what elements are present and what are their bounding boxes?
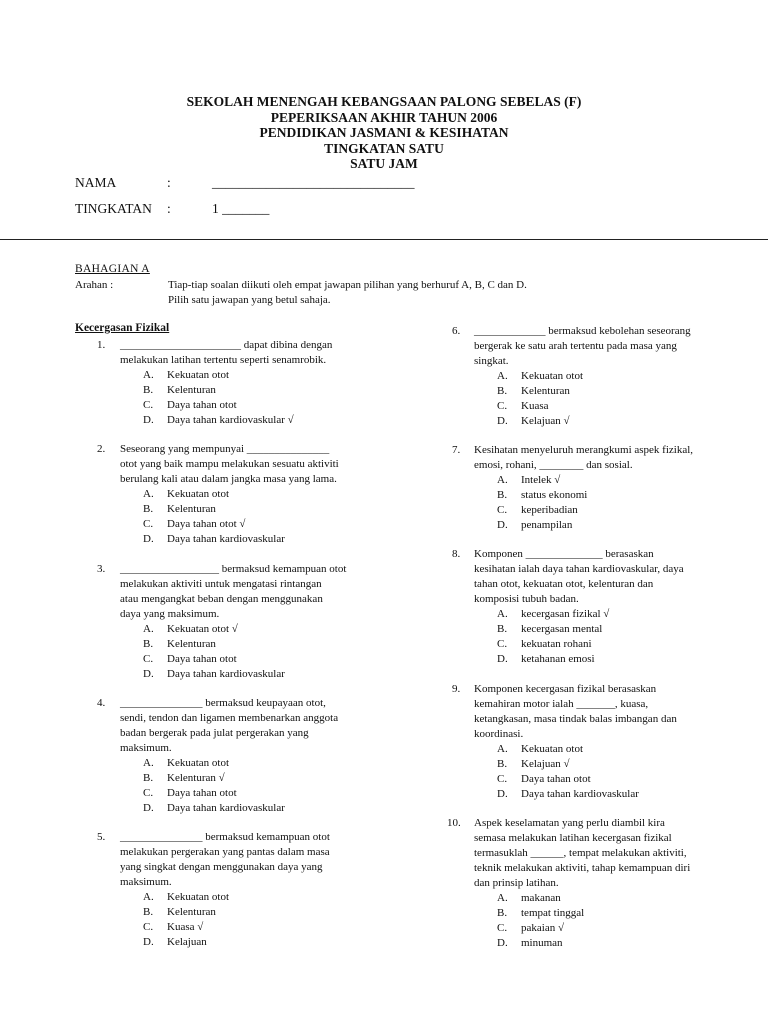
option-text: Kekuatan otot bbox=[167, 757, 230, 769]
question-text-line: komposisi tubuh badan. bbox=[474, 593, 579, 605]
option-list bbox=[497, 891, 584, 951]
option-letter: B. bbox=[143, 503, 154, 515]
duration-title: SATU JAM bbox=[350, 156, 418, 171]
option-c[interactable] bbox=[143, 920, 229, 935]
question-text-line: Seseorang yang mempunyai _______________ bbox=[120, 443, 330, 455]
question-text-line: atau mengangkat beban dengan menggunakan bbox=[120, 593, 323, 605]
option-a[interactable] bbox=[497, 891, 584, 906]
question-text-line: daya yang maksimum. bbox=[120, 608, 220, 620]
option-letter: A. bbox=[497, 370, 508, 382]
question-number: 8. bbox=[452, 548, 461, 560]
question-text-line: semasa melakukan latihan kecergasan fizikal bbox=[474, 832, 672, 844]
question-number: 5. bbox=[97, 831, 106, 843]
option-letter: C. bbox=[497, 504, 508, 516]
question-text-line: maksimum. bbox=[120, 876, 172, 888]
option-b[interactable] bbox=[497, 488, 587, 503]
option-letter: A. bbox=[143, 488, 154, 500]
question-text-line: otot yang baik mampu melakukan sesuatu aktiviti bbox=[120, 458, 339, 470]
option-a[interactable] bbox=[143, 622, 285, 637]
question-number: 2. bbox=[97, 443, 106, 455]
option-text: Kelajuan √ bbox=[521, 758, 570, 770]
question-text-line: emosi, rohani, ________ dan sosial. bbox=[474, 459, 633, 471]
option-letter: B. bbox=[143, 638, 154, 650]
option-text: keperibadian bbox=[521, 504, 578, 516]
option-letter: B. bbox=[497, 385, 508, 397]
option-list bbox=[497, 607, 609, 667]
option-letter: C. bbox=[497, 773, 508, 785]
option-letter: A. bbox=[143, 369, 154, 381]
option-text: Intelek √ bbox=[521, 474, 561, 486]
question-text-line: teknik melakukan aktiviti, tahap kemampuan diri bbox=[474, 862, 691, 874]
option-text: Kekuatan otot bbox=[521, 743, 584, 755]
option-b[interactable] bbox=[143, 502, 285, 517]
option-text: pakaian √ bbox=[521, 922, 564, 934]
option-letter: A. bbox=[143, 623, 154, 635]
option-d[interactable] bbox=[143, 532, 285, 547]
instruction-line-2: Pilih satu jawapan yang betul sahaja. bbox=[168, 294, 331, 306]
question-text-line: tahan otot, kekuatan otot, kelenturan dan bbox=[474, 578, 654, 590]
question-text-line: __________________ bermaksud kemampuan otot bbox=[120, 563, 347, 575]
question-text-line: badan bergerak pada julat pergerakan yang bbox=[120, 727, 309, 739]
option-text: Kekuatan otot bbox=[167, 891, 230, 903]
question-text-line: melakukan pergerakan yang pantas dalam masa bbox=[120, 846, 330, 858]
option-d[interactable] bbox=[497, 787, 639, 802]
option-letter: D. bbox=[143, 802, 154, 814]
option-a[interactable] bbox=[497, 473, 587, 488]
option-text: Kelenturan bbox=[167, 384, 216, 396]
option-a[interactable] bbox=[143, 890, 229, 905]
option-letter: C. bbox=[143, 653, 154, 665]
question-number: 3. bbox=[97, 563, 106, 575]
option-letter: C. bbox=[497, 400, 508, 412]
option-letter: A. bbox=[143, 891, 154, 903]
question-number: 1. bbox=[97, 339, 106, 351]
option-c[interactable] bbox=[143, 652, 285, 667]
question-text-line: Komponen ______________ berasaskan bbox=[474, 548, 654, 560]
option-list bbox=[497, 369, 583, 429]
option-text: Kuasa bbox=[521, 400, 549, 412]
option-c[interactable] bbox=[497, 921, 584, 936]
option-text: Kekuatan otot √ bbox=[167, 623, 238, 635]
question-text-line: melakukan latihan tertentu seperti senamrobik. bbox=[120, 354, 327, 366]
subheading: Kecergasan Fizikal bbox=[75, 322, 170, 334]
option-b[interactable] bbox=[143, 637, 285, 652]
option-text: ketahanan emosi bbox=[521, 653, 595, 665]
option-letter: B. bbox=[497, 623, 508, 635]
option-d[interactable] bbox=[143, 801, 285, 816]
option-text: Kelenturan bbox=[167, 638, 216, 650]
school-name: SEKOLAH MENENGAH KEBANGSAAN PALONG SEBELAS (F) bbox=[186, 94, 582, 109]
option-text: minuman bbox=[521, 937, 563, 949]
option-text: Daya tahan kardiovaskular bbox=[521, 788, 639, 800]
option-text: Kekuatan otot bbox=[167, 369, 230, 381]
option-b[interactable] bbox=[497, 384, 583, 399]
option-text: Daya tahan kardiovaskular bbox=[167, 668, 285, 680]
question-text-line: singkat. bbox=[474, 355, 509, 367]
question-text-line: maksimum. bbox=[120, 742, 172, 754]
option-letter: B. bbox=[497, 907, 508, 919]
question-text-line: berulang kali atau dalam jangka masa yang lama. bbox=[120, 473, 337, 485]
class-label: TINGKATAN bbox=[75, 201, 152, 216]
option-letter: A. bbox=[497, 474, 508, 486]
level-title: TINGKATAN SATU bbox=[324, 140, 444, 156]
option-d[interactable] bbox=[143, 667, 285, 682]
option-b[interactable] bbox=[143, 905, 229, 920]
question-number: 10. bbox=[447, 817, 461, 829]
option-letter: B. bbox=[143, 384, 154, 396]
option-list bbox=[143, 756, 285, 816]
option-letter: D. bbox=[497, 415, 508, 427]
option-list bbox=[143, 890, 229, 950]
option-letter: D. bbox=[143, 668, 154, 680]
option-a[interactable] bbox=[497, 369, 583, 384]
option-text: Kelenturan bbox=[167, 503, 216, 515]
option-letter: D. bbox=[143, 414, 154, 426]
option-text: Daya tahan otot bbox=[167, 787, 237, 799]
question-number: 7. bbox=[452, 444, 461, 456]
exam-title: PEPERIKSAAN AKHIR TAHUN 2006 bbox=[270, 109, 498, 125]
option-text: penampilan bbox=[521, 519, 573, 531]
option-d[interactable] bbox=[497, 652, 609, 667]
option-text: Daya tahan kardiovaskular bbox=[167, 533, 285, 545]
name-field[interactable] bbox=[75, 175, 415, 191]
option-d[interactable] bbox=[497, 414, 583, 429]
option-letter: D. bbox=[497, 788, 508, 800]
option-letter: C. bbox=[143, 921, 154, 933]
option-letter: C. bbox=[143, 518, 154, 530]
question-text-line: ketangkasan, masa tindak balas imbangan dan bbox=[474, 713, 677, 725]
question-text-line: koordinasi. bbox=[474, 728, 524, 740]
option-text: Kelajuan bbox=[167, 936, 207, 948]
option-c[interactable] bbox=[143, 786, 285, 801]
class-blank[interactable]: 1 _______ bbox=[212, 201, 270, 216]
question-number: 9. bbox=[452, 683, 461, 695]
question-text-line: sendi, tendon dan ligamen membenarkan anggota bbox=[120, 712, 339, 724]
option-text: kecergasan fizikal √ bbox=[521, 608, 610, 620]
instructions bbox=[75, 278, 527, 308]
option-c[interactable] bbox=[497, 772, 639, 787]
option-text: kecergasan mental bbox=[521, 623, 603, 635]
question-text-line: kemahiran motor ialah _______, kuasa, bbox=[474, 698, 649, 710]
option-a[interactable] bbox=[497, 742, 639, 757]
option-list bbox=[143, 368, 294, 428]
name-label: NAMA bbox=[75, 175, 117, 190]
question-text-line: _____________ bermaksud kebolehan seseorang bbox=[474, 325, 691, 337]
subject-title: PENDIDIKAN JASMANI & KESIHATAN bbox=[259, 125, 509, 140]
option-text: status ekonomi bbox=[521, 489, 588, 501]
option-c[interactable] bbox=[497, 503, 587, 518]
option-text: Daya tahan otot √ bbox=[167, 518, 246, 530]
option-text: Daya tahan kardiovaskular bbox=[167, 802, 285, 814]
option-a[interactable] bbox=[143, 368, 294, 383]
option-letter: D. bbox=[143, 533, 154, 545]
option-b[interactable] bbox=[497, 906, 584, 921]
option-letter: A. bbox=[497, 892, 508, 904]
question-text-line: dan prinsip latihan. bbox=[474, 877, 559, 889]
option-letter: D. bbox=[143, 936, 154, 948]
instruction-label: Arahan : bbox=[75, 279, 114, 291]
option-text: kekuatan rohani bbox=[521, 638, 592, 650]
question-number: 4. bbox=[97, 697, 106, 709]
option-text: Kekuatan otot bbox=[521, 370, 584, 382]
option-text: Daya tahan otot bbox=[167, 399, 237, 411]
option-a[interactable] bbox=[143, 756, 285, 771]
option-text: Kekuatan otot bbox=[167, 488, 230, 500]
option-a[interactable] bbox=[497, 607, 609, 622]
question-text-line: yang singkat dengan menggunakan daya yang bbox=[120, 861, 323, 873]
option-letter: B. bbox=[497, 489, 508, 501]
option-list bbox=[143, 487, 285, 547]
question-text-line: melakukan aktiviti untuk mengatasi rintangan bbox=[120, 578, 322, 590]
question-text-line: _______________ bermaksud keupayaan otot, bbox=[120, 697, 326, 709]
option-text: Daya tahan otot bbox=[167, 653, 237, 665]
option-letter: C. bbox=[143, 399, 154, 411]
option-text: Kelajuan √ bbox=[521, 415, 570, 427]
option-letter: D. bbox=[497, 519, 508, 531]
option-b[interactable] bbox=[143, 771, 285, 786]
option-letter: D. bbox=[497, 937, 508, 949]
option-list bbox=[497, 473, 587, 533]
option-letter: C. bbox=[497, 638, 508, 650]
question-text-line: Kesihatan menyeluruh merangkumi aspek fizikal, bbox=[474, 444, 694, 456]
option-b[interactable] bbox=[497, 757, 639, 772]
option-letter: A. bbox=[143, 757, 154, 769]
question-text-line: termasuklah ______, tempat melakukan aktiviti, bbox=[474, 847, 687, 859]
question-number: 6. bbox=[452, 325, 461, 337]
option-letter: C. bbox=[143, 787, 154, 799]
divider-line bbox=[0, 239, 768, 240]
question-text-line: kesihatan ialah daya tahan kardiovaskular, daya bbox=[474, 563, 684, 575]
option-letter: B. bbox=[143, 906, 154, 918]
section-title: BAHAGIAN A bbox=[75, 263, 150, 275]
question-text-line: bergerak ke satu arah tertentu pada masa yang bbox=[474, 340, 677, 352]
option-letter: A. bbox=[497, 608, 508, 620]
exam-header bbox=[0, 94, 768, 172]
name-colon: : bbox=[167, 175, 171, 190]
option-c[interactable] bbox=[497, 399, 583, 414]
question-text-line: _______________ bermaksud kemampuan otot bbox=[120, 831, 330, 843]
option-letter: B. bbox=[143, 772, 154, 784]
question-text-line: Aspek keselamatan yang perlu diambil kira bbox=[474, 817, 665, 829]
option-text: Kuasa √ bbox=[167, 921, 204, 933]
option-list bbox=[497, 742, 639, 802]
question-text-line: ______________________ dapat dibina dengan bbox=[120, 339, 333, 351]
option-text: makanan bbox=[521, 892, 561, 904]
option-text: Daya tahan otot bbox=[521, 773, 591, 785]
option-text: Daya tahan kardiovaskular √ bbox=[167, 414, 294, 426]
class-colon: : bbox=[167, 201, 171, 216]
option-d[interactable] bbox=[143, 935, 229, 950]
instruction-line-1: Tiap-tiap soalan diikuti oleh empat jawapan pilihan yang berhuruf A, B, C dan D. bbox=[168, 279, 527, 291]
option-list bbox=[143, 622, 285, 682]
question-text-line: Komponen kecergasan fizikal berasaskan bbox=[474, 683, 657, 695]
option-d[interactable] bbox=[143, 413, 294, 428]
option-text: Kelenturan √ bbox=[167, 772, 225, 784]
option-c[interactable] bbox=[143, 398, 294, 413]
option-d[interactable] bbox=[497, 518, 587, 533]
option-letter: A. bbox=[497, 743, 508, 755]
option-text: Kelenturan bbox=[167, 906, 216, 918]
option-letter: C. bbox=[497, 922, 508, 934]
option-letter: B. bbox=[497, 758, 508, 770]
option-text: tempat tinggal bbox=[521, 907, 585, 919]
option-a[interactable] bbox=[143, 487, 285, 502]
name-blank[interactable]: ______________________________ bbox=[212, 175, 415, 190]
option-b[interactable] bbox=[143, 383, 294, 398]
option-letter: D. bbox=[497, 653, 508, 665]
option-b[interactable] bbox=[497, 622, 609, 637]
option-c[interactable] bbox=[497, 637, 609, 652]
option-c[interactable] bbox=[143, 517, 285, 532]
option-text: Kelenturan bbox=[521, 385, 570, 397]
option-d[interactable] bbox=[497, 936, 584, 951]
class-field[interactable] bbox=[75, 201, 269, 217]
